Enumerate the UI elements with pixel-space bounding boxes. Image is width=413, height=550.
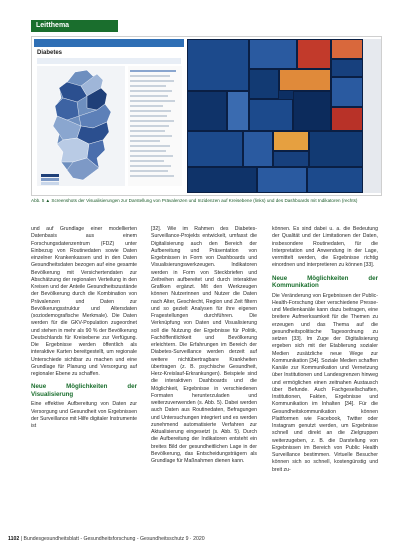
section-label: Leitthema: [31, 20, 118, 32]
treemap-cell: [293, 91, 331, 131]
treemap-cell: [227, 91, 249, 131]
treemap-dashboard: [187, 39, 381, 193]
treemap-cell: [273, 151, 309, 167]
treemap-cell: [331, 59, 363, 77]
body-paragraph: [32]. Wie im Rahmen des Diabetes-Surveillance-Projekts entwickelt, umfasst die Digitalisierung auch den Bereich der Aufbereitung und Präsentation von Ergebnissen in Form von Dashboards und Visualisierungswerkzeugen. Indikatoren werden in Form von Steckbriefen und Zeitreihen aufbereitet und durch interaktive Grafiken ergänzt. Mit den Werkzeugen können Nutzerinnen und Nutzer die Daten nach Alter, Geschlecht, Region und Zeit filtern und so gezielt Analysen für ihre eigenen Fragestellungen durchführen. Die Verknüpfung von Daten und Visualisierung soll die Nutzung der Ergebnisse für Politik, Fachöffentlichkeit und Bevölkerung erleichtern. Die Erfahrungen im Bereich der Diabetes-Surveillance werden derzeit auf weitere nichtübertragbare Krankheiten übertragen (z. B. psychische Gesundheit, Herz-Kreislauf-Erkrankungen). Beispiele sind die interaktiven Dashboards und die Möglichkeit, Ergebnisse in verschiedenen Formaten herunterzuladen und weiterzuverwenden (s. Abb. 5). Dabei werden auch Daten aus Routinedaten, Befragungen und Untersuchungen integriert und es werden zunehmend automatisierte Verfahren zur Aktualisierung eingesetzt (s. Abb. 5). Durch die Aufbereitung der Indikatoren entsteht ein breites Bild der gesundheitlichen Lage in der Bevölkerung, das Entscheidungsträgern als Grundlage für Maßnahmen dienen kann.: [151, 226, 257, 464]
page-footer: [8, 536, 205, 542]
section-heading: Neue Möglichkeiten der Kommunikation: [272, 274, 378, 289]
text-column-1: [31, 226, 137, 430]
body-paragraph: Eine effektive Aufbereitung von Daten zur Versorgung und Gesundheit von Ergebnissen der Surveillance mit Hilfe digitaler Instrumente ist: [31, 401, 137, 429]
treemap-cell: [331, 77, 363, 107]
text-column-2: [151, 226, 257, 465]
body-paragraph: können. Es sind dabei u. a. die Bedeutung der Qualität und der Limitationen der Daten, insbesondere Routinedaten, für die Interpretation und Anwendung in der Lage, vermittelt werden, die Ergebnisse richtig einordnen und interpretieren zu können [33].: [272, 226, 378, 269]
treemap-cell: [273, 131, 309, 151]
figure-caption: Abb. 5 ▲ Screenshots der Visualisierungen zur Darstellung von Prävalenzen und Inzidenzen auf Kreisebene (links) und des Dashboards mit Indikatoren (rechts): [31, 198, 358, 203]
panel-tabs: [37, 58, 181, 64]
page-number: 1102: [8, 536, 20, 542]
dashboard-sidebar: [363, 39, 381, 193]
treemap-cell: [187, 131, 243, 167]
treemap-cell: [249, 39, 297, 69]
region-list-panel: [128, 66, 182, 186]
treemap-cell: [187, 91, 227, 131]
treemap-cell: [279, 69, 331, 91]
app-header-bar: [34, 39, 184, 47]
treemap-cell: [187, 39, 249, 91]
body-paragraph: und auf Grundlage einer modellierten Datenbasis aus einem Forschungsdatenzentrum (FDZ) unter Einbezug von Routinedaten sowie Daten einzelner Krankenkassen und in den Daten Gesundheitsdaten bezogen auf eine gesamte Bevölkerung mit Versichertendaten zur Abschätzung der regionalen Verteilung in den Kreisen und der Anteile Gesundheitszustände der Bevölkerung durch die Kombination von Prävalenzen und Daten zur Bevölkerungsstruktur und Altersdaten (soziodemografische Merkmale). Die Daten werden für die GKV-Population zugeordnet und stehen in mehr als 90 % der Bevölkerung Deutschlands für Kreisebene zur Verfügung. Die Ergebnisse werden öffentlich als interaktive Karten bereitgestellt, um regionale Unterschiede sichtbar zu machen und eine Grundlage für Planung und Versorgung auf regionaler Ebene zu schaffen.: [31, 226, 137, 377]
body-paragraph: Die Veränderung von Ergebnissen der Public-Health-Forschung über verschiedene Presse- und Medienkanäle kann dazu beitragen, eine breitere Aufmerksamkeit für die Themen zu erzeugen und das Thema auf die gesundheitspolitische Tagesordnung zu setzen [33]. Im Zuge der Digitalisierung ergeben sich mit der Etablierung sozialer Medien zusätzliche neue Wege zur Kommunikation [34]. Soziale Medien schaffen Kanäle zur Kommunikation und Vernetzung über Institutionen und Landesgrenzen hinweg und ermöglichen einen zeitnahen Austausch über Befunde. Auch Fachgesellschaften, Institutionen, Fakten, Ergebnisse und Kommunikation im Inhalten [34]. Für die Gesundheitskommunikation können Plattformen wie Facebook, Twitter oder Instagram genutzt werden, um Ergebnisse schnell und direkt an die Zielgruppen weiterzugeben, z. B. die Darstellung von Ergebnissen im Bereich von Public Health Surveillance bestimmen. Virtuelle Besucher können sich so schnell, kostengünstig und breit zu-: [272, 292, 378, 473]
treemap-cell: [187, 167, 257, 193]
treemap-cell: [243, 131, 273, 167]
treemap-cell: [249, 69, 279, 99]
choropleth-map-icon: [37, 66, 125, 186]
treemap-cell: [257, 167, 307, 193]
treemap-cell: [331, 39, 363, 59]
text-column-3: [272, 226, 378, 474]
treemap-cell: [331, 107, 363, 131]
treemap-cell: [307, 167, 363, 193]
treemap-cell-highlight: [297, 39, 331, 69]
footer-separator: |: [20, 536, 24, 542]
section-heading: Neue Möglichkeiten der Visualisierung: [31, 383, 137, 398]
treemap-cell: [249, 99, 293, 131]
germany-map: [37, 66, 125, 186]
panel-title: Diabetes: [37, 50, 63, 56]
map-visualization-panel: [34, 39, 184, 193]
treemap-cell: [309, 131, 363, 167]
journal-name: Bundesgesundheitsblatt - Gesundheitsforschung - Gesundheitsschutz 9 · 2020: [23, 536, 205, 542]
figure-screenshots: [31, 36, 382, 196]
